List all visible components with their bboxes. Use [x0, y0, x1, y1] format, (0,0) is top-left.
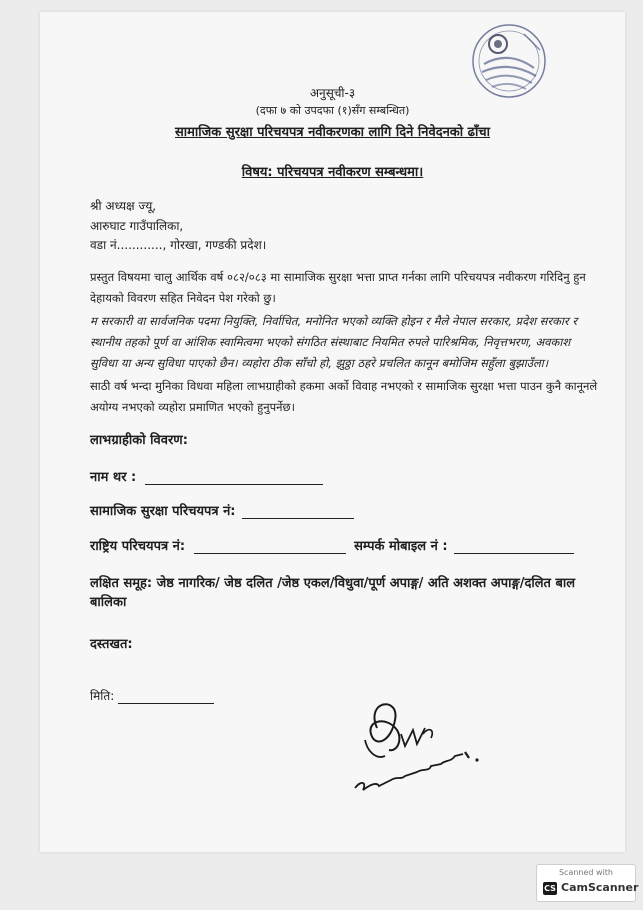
sscard-row	[90, 501, 354, 519]
subject-line: विषय: परिचयपत्र नवीकरण सम्बन्धमा।	[241, 165, 424, 180]
mobile-field[interactable]	[454, 539, 574, 554]
camscanner-brand: CamScanner	[561, 881, 639, 894]
address-line-2: आरुघाट गाउँपालिका,	[90, 219, 184, 233]
target-group-row	[90, 573, 575, 591]
paragraph-request: प्रस्तुत विषयमा चालु आर्थिक वर्ष ०८२/०८३ मा सामाजिक सुरक्षा भत्ता प्राप्त गर्नका लागि परिचयपत्र नवीकरण गरिदिनु हुन देहायको विवरण सहित निवेदन पेश गरेको छु।	[90, 270, 586, 305]
nid-row	[90, 536, 574, 554]
date-field[interactable]	[118, 689, 214, 704]
beneficiary-heading: लाभग्राहीको विवरण:	[90, 433, 188, 448]
target-group-options-continued: बालिका	[90, 595, 127, 610]
date-label: मिति:	[90, 689, 115, 703]
sscard-field[interactable]	[242, 504, 354, 519]
camscanner-badge	[536, 864, 639, 902]
annex-label: अनुसूची-३	[309, 86, 356, 100]
mobile-label: सम्पर्क मोबाइल नं :	[354, 539, 448, 554]
name-field[interactable]	[145, 470, 323, 485]
address-line-3: वडा नं............, गोरखा, गण्डकी प्रदेश।	[90, 238, 267, 252]
document-page	[40, 12, 625, 852]
sscard-label: सामाजिक सुरक्षा परिचयपत्र नं:	[90, 504, 236, 519]
name-label: नाम थर :	[90, 470, 137, 485]
form-title: सामाजिक सुरक्षा परिचयपत्र नवीकरणका लागि दिने निवेदनको ढाँचा	[175, 125, 490, 140]
nid-label: राष्ट्रिय परिचयपत्र नं:	[90, 539, 186, 554]
reference-line: (दफा ७ को उपदफा (१)सँग सम्बन्धित)	[255, 104, 410, 117]
name-row	[90, 467, 323, 485]
paragraph-widow-note: साठी वर्ष भन्दा मुनिका विधवा महिला लाभग्राहीको हकमा अर्को विवाह नभएको र सामाजिक सुरक्षा भत्ता पाउन कुनै कानूनले अयोग्य नभएको व्यहोरा प्रमाणित भएको हुनुपर्नेछ।	[90, 379, 598, 414]
signature-label: दस्तखत:	[90, 637, 133, 652]
date-row	[90, 687, 214, 704]
target-group-label: लक्षित समूह:	[90, 576, 153, 591]
nid-field[interactable]	[194, 539, 346, 554]
camscanner-logo-icon: CS	[544, 884, 556, 893]
scanned-with-text: Scanned with	[558, 868, 614, 877]
handwritten-signature	[305, 690, 515, 805]
paragraph-declaration: म सरकारी वा सार्वजनिक पदमा नियुक्ति, निर्वाचित, मनोनित भएको व्यक्ति होइन र मैले नेपाल सरकार, प्रदेश सरकार र स्थानीय तहको पूर्ण वा आंशिक स्वामित्वमा भएको संगठित संस्थाबाट नियमित रुपले पारिश्रमिक, निवृत्तभरण, अवकाश सुविधा या अन्य सुविधा पाएको छैन। व्यहोरा ठीक साँचो हो, झुठ्ठा ठहरे प्रचलित कानून बमोजिम सहुँला बुझाउँला।	[90, 314, 578, 370]
address-line-1: श्री अध्यक्ष ज्यू,	[90, 199, 157, 213]
target-group-options: जेष्ठ नागरिक/ जेष्ठ दलित /जेष्ठ एकल/विधुवा/पूर्ण अपाङ्ग/ अति अशक्त अपाङ्ग/दलित बाल	[156, 576, 576, 591]
